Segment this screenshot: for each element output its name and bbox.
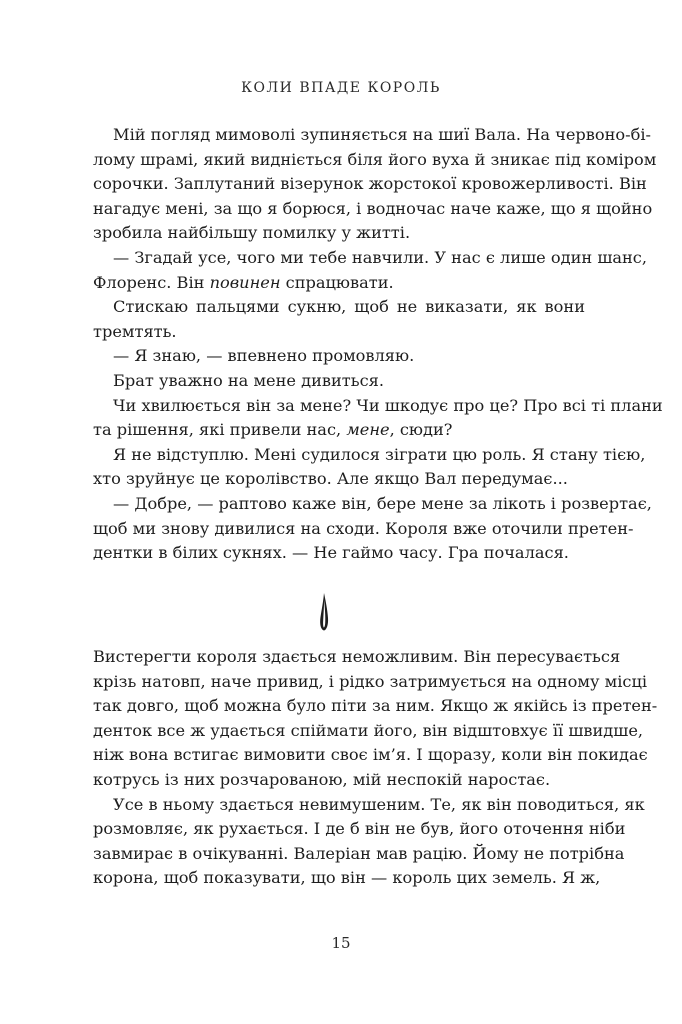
text-line: дентки в білих сукнях. — Не гаймо часу. Гра почалася.	[93, 543, 569, 563]
text-line: корона, щоб показувати, що він — король цих земель. Я ж,	[93, 868, 601, 888]
running-head: КОЛИ ВПАДЕ КОРОЛЬ	[241, 80, 441, 96]
text-line	[93, 418, 585, 443]
text-section-1	[93, 123, 663, 566]
text-line: — Добре, — раптово каже він, бере мене за лікоть і розвертає,	[113, 493, 652, 513]
text-run: Флоренс. Він	[93, 272, 210, 292]
text-line	[93, 271, 585, 296]
text-section-2	[93, 645, 658, 891]
text-line: Вистерегти короля здається неможливим. Він пересувається	[93, 647, 621, 666]
text-line: щоб ми знову дивилися на сходи. Короля вже оточили претен-	[93, 518, 634, 538]
text-line: так довго, щоб можна було піти за ним. Якщо ж якійсь із претен-	[93, 696, 658, 716]
text-line: — Згадай усе, чого ми тебе навчили. У нас є лише один шанс,	[113, 247, 648, 267]
text-line: розмовляє, як рухається. І де б він не був, його оточення ніби	[93, 819, 626, 839]
text-run: та рішення, які привели нас,	[93, 420, 347, 440]
text-line: тремтять.	[93, 321, 177, 341]
section-break-ornament-icon	[316, 592, 332, 632]
text-line: Мій погляд мимоволі зупиняється на шиї Вала. На червоно-бі-	[113, 125, 652, 144]
text-line: Брат уважно на мене дивиться.	[113, 370, 384, 390]
italic-text: мене	[346, 420, 390, 440]
text-line: котрусь із них розчарованою, мій неспокій наростає.	[93, 769, 551, 789]
text-line: Усе в ньому здається невимушеним. Те, як він поводиться, як	[113, 794, 645, 814]
text-line: крізь натовп, наче привид, і рідко затримується на одному місці	[93, 671, 648, 691]
text-line: Чи хвилюється він за мене? Чи шкодує про це? Про всі ті плани	[113, 395, 663, 415]
text-line: нагадує мені, за що я борюся, і водночас наче каже, що я щойно	[93, 198, 653, 218]
text-run: , сюди?	[389, 420, 453, 440]
text-line: денток все ж удається спіймати його, він відштовхує її швидше,	[93, 720, 644, 740]
text-line: лому шрамі, який видніється біля його вуха й зникає під коміром	[93, 149, 657, 169]
text-run: спрацювати.	[280, 272, 394, 292]
text-line: завмирає в очікуванні. Валеріан мав рацію. Йому не потрібна	[93, 843, 625, 863]
text-line: Я не відступлю. Мені судилося зіграти цю роль. Я стану тією,	[113, 444, 646, 464]
text-line: — Я знаю, — впевнено промовляю.	[113, 346, 415, 366]
text-line: зробила найбільшу помилку у житті.	[93, 223, 411, 243]
text-line: хто зруйнує це королівство. Але якщо Вал передумає...	[93, 469, 568, 489]
page-number: 15	[331, 934, 351, 952]
text-line: ніж вона встигає вимовити своє ім’я. І щоразу, коли він покидає	[93, 745, 648, 765]
text-line: сорочки. Заплутаний візерунок жорстокої кровожерливості. Він	[93, 174, 647, 194]
text-line: Стискаю пальцями сукню, щоб не виказати, як вони	[113, 297, 585, 317]
italic-text: повинен	[209, 272, 281, 292]
